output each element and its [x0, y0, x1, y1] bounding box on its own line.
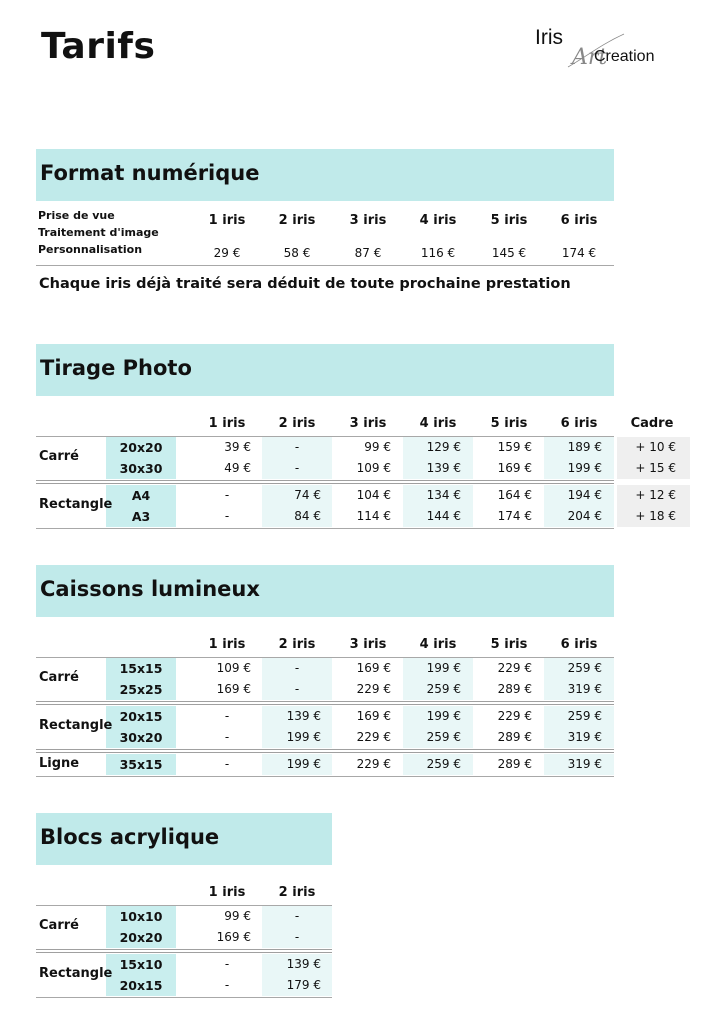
logo-word-creation: Creation — [594, 48, 655, 65]
price-cell: 229 € — [356, 730, 391, 744]
price-cell: 199 € — [567, 461, 602, 475]
price-cell: 179 € — [286, 978, 321, 992]
size-label: 35x15 — [119, 757, 163, 772]
price-cell: 169 € — [497, 461, 532, 475]
price-cell: 134 € — [426, 488, 461, 502]
price-cell: - — [224, 730, 230, 744]
price-cell: 229 € — [356, 757, 391, 771]
size-label: 15x15 — [119, 661, 163, 676]
group-divider — [36, 949, 332, 953]
group-label: Carré — [39, 670, 79, 685]
price-cell: 49 € — [224, 461, 251, 475]
price-cell: 229 € — [497, 661, 532, 675]
column-header: 6 iris — [560, 213, 598, 228]
price-cell: 189 € — [567, 440, 602, 454]
price-cell: 159 € — [497, 440, 532, 454]
column-header: 2 iris — [278, 885, 316, 900]
price-cell: - — [294, 909, 300, 923]
price-cell: 169 € — [356, 661, 391, 675]
size-label: 25x25 — [119, 682, 163, 697]
price-cell: 58 € — [283, 246, 311, 260]
brand-logo — [532, 26, 677, 76]
price-cell: 169 € — [356, 709, 391, 723]
column-header: 4 iris — [419, 213, 457, 228]
divider — [36, 528, 614, 529]
price-cell: 99 € — [224, 909, 251, 923]
price-cell: 169 € — [216, 930, 251, 944]
price-cell: 319 € — [567, 730, 602, 744]
logo-word-iris: Iris — [535, 26, 563, 49]
price-cell: 229 € — [356, 682, 391, 696]
price-cell: - — [294, 682, 300, 696]
column-header: 1 iris — [208, 416, 246, 431]
section-title: Caissons lumineux — [40, 577, 260, 601]
price-cell: 139 € — [426, 461, 461, 475]
price-cell: - — [224, 488, 230, 502]
price-cell: 174 € — [561, 246, 597, 260]
column-header: 2 iris — [278, 213, 316, 228]
section-title: Blocs acrylique — [40, 825, 220, 849]
price-cell: 259 € — [567, 709, 602, 723]
price-cell: 29 € — [213, 246, 241, 260]
size-label: 10x10 — [119, 909, 163, 924]
price-cell: 144 € — [426, 509, 461, 523]
column-header: 3 iris — [349, 416, 387, 431]
group-divider — [36, 749, 614, 753]
price-cell: 109 € — [216, 661, 251, 675]
price-cell: 169 € — [216, 682, 251, 696]
price-cell: - — [294, 461, 300, 475]
price-cell: - — [224, 757, 230, 771]
group-divider — [36, 480, 614, 484]
price-cell: 39 € — [224, 440, 251, 454]
price-cell: - — [294, 661, 300, 675]
price-cell: 84 € — [294, 509, 321, 523]
price-cell: - — [294, 440, 300, 454]
price-cell: 174 € — [497, 509, 532, 523]
price-cell: 99 € — [364, 440, 391, 454]
desc-line: Personnalisation — [38, 243, 143, 256]
size-label: A3 — [131, 509, 151, 524]
column-header: Cadre — [630, 416, 674, 431]
column-header: 1 iris — [208, 637, 246, 652]
price-cell: 139 € — [286, 709, 321, 723]
column-header: 4 iris — [419, 416, 457, 431]
column-header: 2 iris — [278, 416, 316, 431]
group-label: Rectangle — [39, 966, 113, 981]
price-cell: 289 € — [497, 730, 532, 744]
price-cell: + 15 € — [635, 461, 676, 475]
price-cell: 114 € — [356, 509, 391, 523]
size-label: 15x10 — [119, 957, 163, 972]
section-header-caissons — [36, 565, 614, 617]
section-title: Tirage Photo — [40, 356, 192, 380]
column-header: 5 iris — [490, 637, 528, 652]
column-header: 6 iris — [560, 637, 598, 652]
price-cell: - — [224, 957, 230, 971]
divider — [36, 997, 332, 998]
price-cell: 129 € — [426, 440, 461, 454]
size-label: 30x20 — [119, 730, 163, 745]
group-label: Carré — [39, 918, 79, 933]
column-header: 6 iris — [560, 416, 598, 431]
price-cell: 289 € — [497, 682, 532, 696]
price-cell: + 18 € — [635, 509, 676, 523]
price-cell: 104 € — [356, 488, 391, 502]
price-cell: + 12 € — [635, 488, 676, 502]
column-header: 2 iris — [278, 637, 316, 652]
column-header: 3 iris — [349, 213, 387, 228]
price-cell: 87 € — [354, 246, 382, 260]
price-cell: 259 € — [567, 661, 602, 675]
group-label: Rectangle — [39, 718, 113, 733]
price-cell: 74 € — [294, 488, 321, 502]
section-header-tirage — [36, 344, 614, 396]
divider — [36, 265, 614, 266]
column-header: 4 iris — [419, 637, 457, 652]
price-cell: 139 € — [286, 957, 321, 971]
price-cell: - — [224, 978, 230, 992]
column-header: 1 iris — [208, 885, 246, 900]
column-header: 5 iris — [490, 213, 528, 228]
size-label: 20x20 — [119, 930, 163, 945]
price-cell: 319 € — [567, 757, 602, 771]
price-cell: 164 € — [497, 488, 532, 502]
price-cell: 145 € — [491, 246, 527, 260]
price-cell: 199 € — [426, 661, 461, 675]
group-label: Carré — [39, 449, 79, 464]
desc-line: Prise de vue — [38, 209, 115, 222]
group-label: Rectangle — [39, 497, 113, 512]
size-label: A4 — [131, 488, 151, 503]
column-header: 3 iris — [349, 637, 387, 652]
size-label: 30x30 — [119, 461, 163, 476]
column-header: 5 iris — [490, 416, 528, 431]
divider — [36, 776, 614, 777]
price-cell: + 10 € — [635, 440, 676, 454]
size-label: 20x15 — [119, 709, 163, 724]
price-cell: 319 € — [567, 682, 602, 696]
price-cell: - — [224, 709, 230, 723]
section-header-blocs — [36, 813, 332, 865]
price-cell: 116 € — [420, 246, 456, 260]
section-header-numerique — [36, 149, 614, 201]
price-cell: 259 € — [426, 757, 461, 771]
desc-line: Traitement d'image — [38, 226, 159, 239]
price-cell: 259 € — [426, 730, 461, 744]
logo-word-art: Art — [572, 45, 608, 70]
size-label: 20x15 — [119, 978, 163, 993]
size-label: 20x20 — [119, 440, 163, 455]
price-cell: 194 € — [567, 488, 602, 502]
price-cell: 289 € — [497, 757, 532, 771]
price-cell: 199 € — [286, 730, 321, 744]
price-cell: 199 € — [286, 757, 321, 771]
price-cell: 109 € — [356, 461, 391, 475]
price-cell: - — [224, 509, 230, 523]
column-header: 1 iris — [208, 213, 246, 228]
price-cell: 229 € — [497, 709, 532, 723]
group-label: Ligne — [39, 755, 80, 771]
price-cell: 199 € — [426, 709, 461, 723]
price-cell: - — [294, 930, 300, 944]
price-cell: 204 € — [567, 509, 602, 523]
note-text: Chaque iris déjà traité sera déduit de toute prochaine prestation — [39, 276, 571, 292]
group-divider — [36, 701, 614, 705]
page-title: Tarifs — [41, 26, 156, 67]
section-title: Format numérique — [40, 161, 260, 185]
price-cell: 259 € — [426, 682, 461, 696]
